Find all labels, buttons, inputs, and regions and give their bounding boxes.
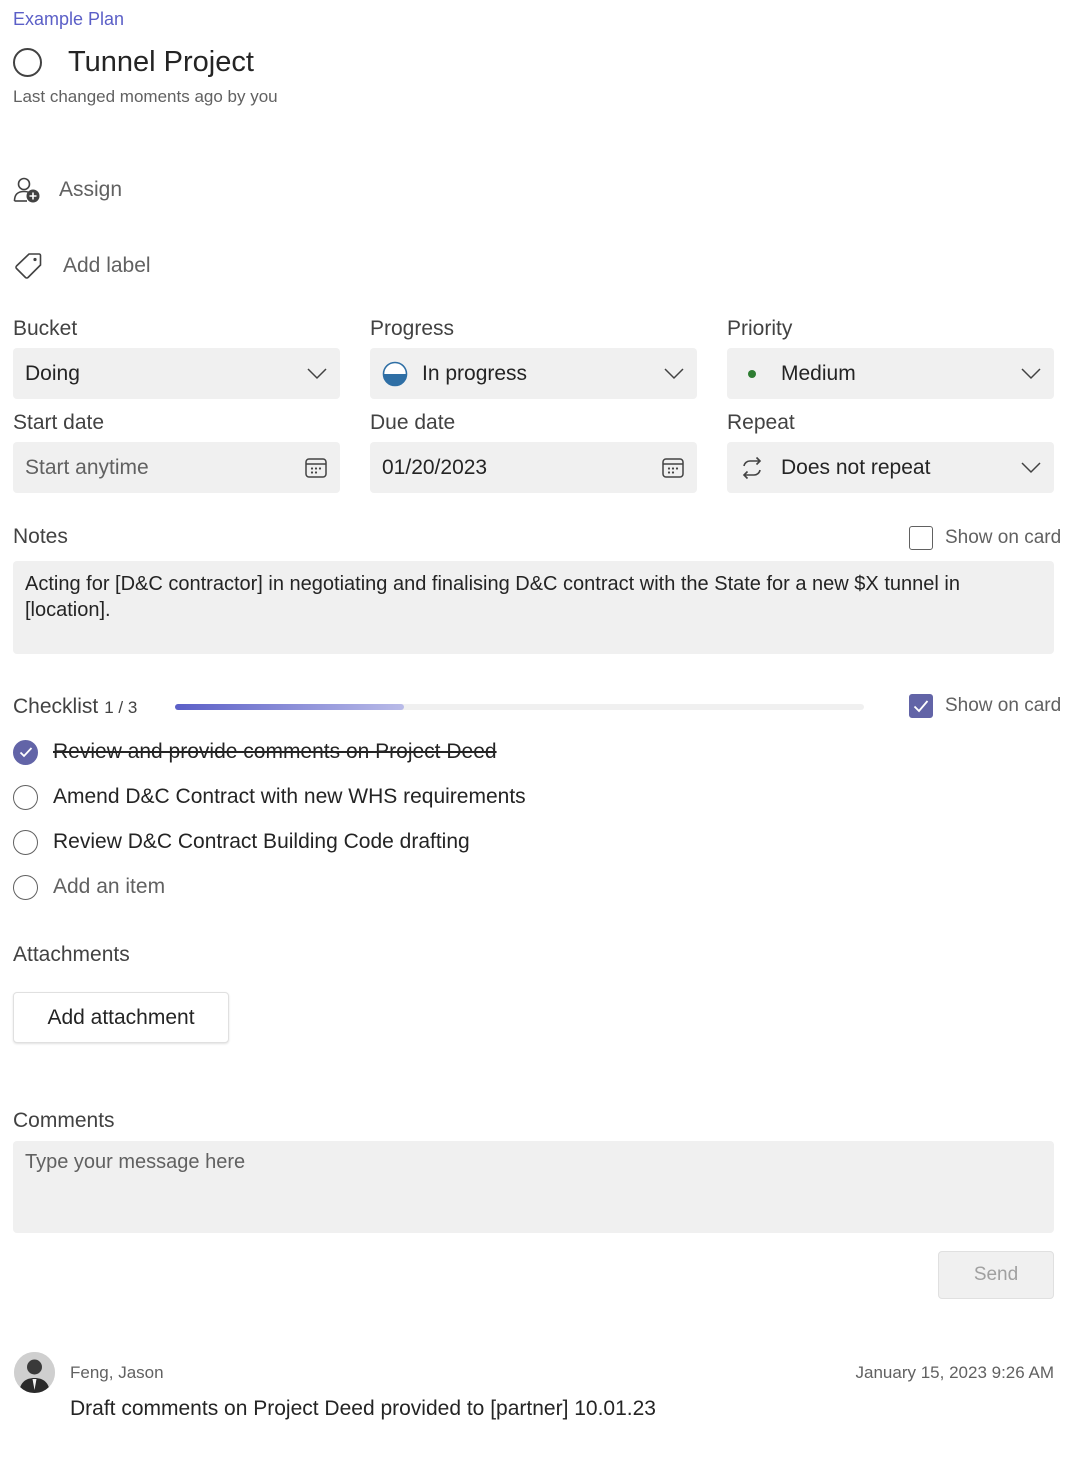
checklist-item[interactable] — [13, 737, 497, 767]
bucket-value: Doing — [25, 361, 80, 385]
start-date-picker[interactable] — [13, 442, 340, 493]
comment-author: Feng, Jason — [70, 1363, 164, 1382]
chevron-down-icon — [306, 363, 328, 385]
add-item-circle-icon — [13, 875, 38, 900]
assign-label: Assign — [59, 178, 123, 201]
bucket-dropdown[interactable] — [13, 348, 340, 399]
checklist-item[interactable] — [13, 782, 526, 812]
checklist-item-text[interactable]: Review and provide comments on Project Deed — [53, 740, 497, 763]
checklist-show-on-card[interactable] — [909, 694, 1061, 718]
assign-person-add-icon — [13, 176, 41, 204]
progress-dropdown[interactable] — [370, 348, 697, 399]
repeat-label: Repeat — [727, 411, 795, 434]
notes-show-on-card-label: Show on card — [945, 527, 1062, 548]
checklist-progress-fill — [175, 704, 404, 710]
tag-icon — [13, 251, 43, 281]
priority-dot-icon — [739, 369, 765, 379]
checklist-item-text[interactable]: Review D&C Contract Building Code drafting — [53, 830, 470, 853]
notes-show-on-card-checkbox[interactable] — [909, 526, 933, 550]
priority-dropdown[interactable] — [727, 348, 1054, 399]
task-title[interactable]: Tunnel Project — [68, 45, 254, 78]
progress-value: In progress — [422, 361, 528, 385]
chevron-down-icon — [1020, 363, 1042, 385]
add-label-text: Add label — [63, 254, 151, 277]
repeat-value: Does not repeat — [781, 455, 931, 479]
last-changed-text: Last changed moments ago by you — [13, 87, 278, 106]
chevron-down-icon — [663, 363, 685, 385]
notes-textarea[interactable]: Acting for [D&C contractor] in negotiating and finalising D&C contract with the State for a new $X tunnel in [location]. — [13, 561, 1054, 654]
plan-name-link[interactable]: Example Plan — [13, 9, 125, 29]
priority-value: Medium — [781, 361, 856, 385]
task-title-row — [13, 44, 254, 80]
add-item-input[interactable]: Add an item — [53, 875, 166, 898]
in-progress-half-circle-icon — [382, 361, 408, 387]
complete-task-circle-icon[interactable] — [13, 48, 42, 77]
start-date-label: Start date — [13, 411, 105, 434]
checklist-item-circle-icon[interactable] — [13, 785, 38, 810]
comment-text: Draft comments on Project Deed provided to [partner] 10.01.23 — [70, 1397, 656, 1420]
progress-label: Progress — [370, 317, 455, 340]
checklist-item-text[interactable]: Amend D&C Contract with new WHS requirements — [53, 785, 526, 808]
assign-button[interactable] — [13, 174, 122, 206]
checklist-add-item[interactable] — [13, 872, 165, 902]
checklist-label: Checklist — [13, 695, 99, 718]
add-label-button[interactable] — [13, 250, 151, 282]
comment-timestamp: January 15, 2023 9:26 AM — [855, 1363, 1054, 1382]
avatar — [14, 1352, 55, 1393]
checklist-item-circle-icon[interactable] — [13, 830, 38, 855]
priority-label: Priority — [727, 317, 793, 340]
bucket-label: Bucket — [13, 317, 78, 340]
checklist-count: 1 / 3 — [104, 698, 138, 717]
calendar-icon[interactable] — [304, 456, 328, 480]
repeat-dropdown[interactable] — [727, 442, 1054, 493]
notes-show-on-card[interactable] — [909, 526, 1061, 550]
send-button[interactable]: Send — [938, 1251, 1054, 1299]
checklist-item[interactable] — [13, 827, 470, 857]
start-date-placeholder: Start anytime — [25, 455, 149, 479]
chevron-down-icon — [1020, 457, 1042, 479]
due-date-value: 01/20/2023 — [382, 455, 488, 479]
comments-label: Comments — [13, 1109, 115, 1132]
checklist-header — [13, 695, 137, 719]
checklist-show-on-card-label: Show on card — [945, 695, 1062, 716]
checklist-progress-bar — [175, 704, 864, 710]
repeat-arrows-icon — [739, 455, 765, 481]
due-date-label: Due date — [370, 411, 456, 434]
checklist-show-on-card-checkbox[interactable] — [909, 694, 933, 718]
comment-input[interactable]: Type your message here — [13, 1141, 1054, 1233]
add-attachment-button[interactable]: Add attachment — [13, 992, 229, 1043]
due-date-picker[interactable] — [370, 442, 697, 493]
calendar-icon[interactable] — [661, 456, 685, 480]
checklist-item-done-check-icon[interactable] — [13, 740, 38, 765]
notes-label: Notes — [13, 525, 68, 548]
attachments-label: Attachments — [13, 943, 130, 966]
